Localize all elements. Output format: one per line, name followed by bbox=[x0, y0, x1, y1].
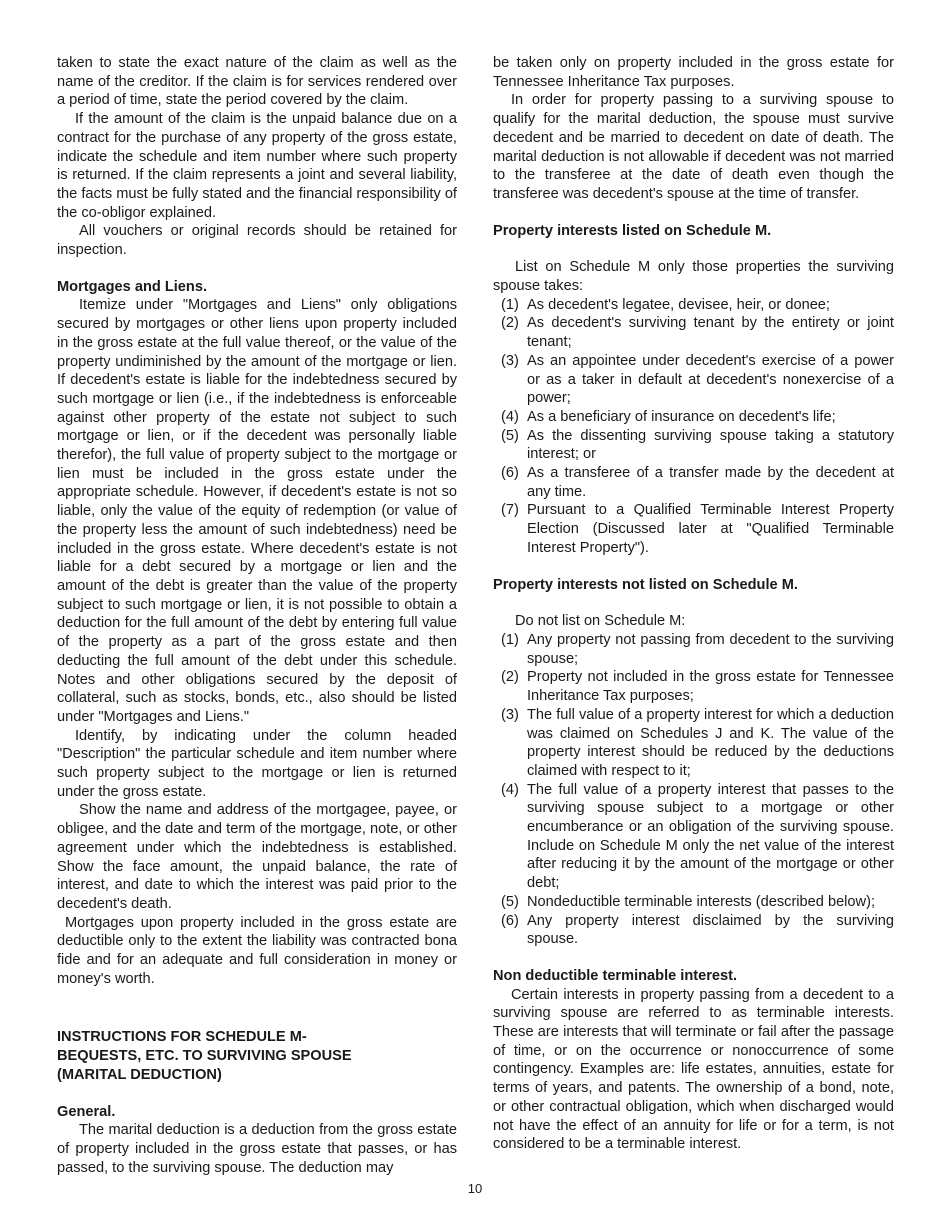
right-column bbox=[493, 54, 894, 1154]
listed-heading: Property interests listed on Schedule M. bbox=[493, 222, 772, 239]
instructions-heading-line-2: BEQUESTS, ETC. TO SURVIVING SPOUSE bbox=[57, 1048, 352, 1065]
mortgages-paragraph-3: Show the name and address of the mortgagee, payee, or obligee, and the date and term of the mortgage, note, or other agreement under which the indebtedness is established. Show the face amount, the unpaid balance, the rate of interest, and date to which the interest was paid prior to the decedent's death. bbox=[57, 802, 457, 912]
list-item: (2) As decedent's surviving tenant by the entirety or joint tenant; bbox=[501, 315, 894, 351]
nondeductible-heading: Non deductible terminable interest. bbox=[493, 967, 738, 984]
list-item: (5) As the dissenting surviving spouse taking a statutory interest; or bbox=[501, 427, 894, 463]
instructions-heading-line-3: (MARITAL DEDUCTION) bbox=[57, 1066, 222, 1083]
list-item: (6) As a transferee of a transfer made by the decedent at any time. bbox=[501, 465, 894, 500]
mortgages-paragraph-2: Identify, by indicating under the column headed "Description" the particular schedule and item number where such property subject to the mortgage or lien is returned under the gross estate. bbox=[57, 727, 457, 800]
inheritance-tax-paragraph: be taken only on property included in the gross estate for Tennessee Inheritance Tax purposes. bbox=[493, 55, 894, 90]
list-item: (1) Any property not passing from decedent to the surviving spouse; bbox=[501, 631, 894, 667]
nondeductible-paragraph: Certain interests in property passing from a decedent to a surviving spouse are referred to as terminable interests. These are interests that will terminate or fail after the passage of time, or on the occurrence or nonoccurrence of some contingency. Examples are: life estates, annuities, estate for terms of years, and patents. The ownership of a bond, note, or other contractual obligation, which when discharged would not have the effect of an annuity for life or for a term, is not considered to be a terminable interest. bbox=[493, 986, 894, 1153]
qualify-paragraph: In order for property passing to a surviving spouse to qualify for the marital deduction, the spouse must survive decedent and be married to decedent on date of death. The marital deduction is not allowable if decedent was not married to the transferee at the date of death even though the transferee was decedent's spouse at the time of transfer. bbox=[493, 92, 894, 202]
mortgages-paragraph-4: Mortgages upon property included in the gross estate are deductible only to the extent the liability was contracted bona fide and for an adequate and full consideration in money or money's worth. bbox=[57, 914, 457, 987]
mortgages-heading: Mortgages and Liens. bbox=[57, 278, 208, 295]
list-item: (3) The full value of a property interest for which a deduction was claimed on Schedules J and K. The value of the property interest should be reduced by the deductions claimed with respect to it; bbox=[501, 706, 894, 779]
vouchers-paragraph: All vouchers or original records should be retained for inspection. bbox=[57, 223, 457, 259]
left-column bbox=[57, 54, 457, 1177]
page-number: 10 bbox=[467, 1181, 483, 1196]
general-paragraph: The marital deduction is a deduction from the gross estate of property included in the gross estate that passes, or has passed, to the surviving spouse. The deduction may bbox=[57, 1122, 457, 1176]
listed-items-list bbox=[493, 296, 894, 558]
not-listed-items-list bbox=[493, 631, 894, 949]
list-item: (7) Pursuant to a Qualified Terminable Interest Property Election (Discussed later at "Qualified Terminable Interest Property"). bbox=[501, 502, 894, 556]
list-item: (3) As an appointee under decedent's exercise of a power or as a taker in default at decedent's nonexercise of a power; bbox=[501, 352, 894, 407]
instructions-heading-line-1: INSTRUCTIONS FOR SCHEDULE M- bbox=[57, 1029, 307, 1046]
listed-intro: List on Schedule M only those properties the surviving spouse takes: bbox=[493, 259, 894, 295]
list-item: (6) Any property interest disclaimed by the surviving spouse. bbox=[501, 912, 894, 948]
list-item: (4) The full value of a property interest that passes to the surviving spouse subject to a mortgage or other encumberance or an obligation of the surviving spouse. Include on Schedule M only the net value of the interest after reducing it by the amount of the mortgage or other debt; bbox=[501, 781, 894, 892]
list-item: (5) Nondeductible terminable interests (described below); bbox=[501, 893, 875, 910]
not-listed-intro: Do not list on Schedule M: bbox=[515, 613, 686, 630]
not-listed-heading: Property interests not listed on Schedule M. bbox=[493, 576, 798, 593]
mortgages-paragraph-1: Itemize under "Mortgages and Liens" only obligations secured by mortgages or other liens upon property included in the gross estate at the full value thereof, or the value of the property undiminished by the amount of the mortgage or lien. If decedent's estate is liable for the indebtedness secured by such mortgage or lien (i.e., if the indebtedness is enforceable against other property of the estate not subject to such mortgage or lien, or if the decedent was personally liable therefor), the full value of property subject to the mortgage or lien must be included in the gross estate under the appropriate schedule. However, if decedent's estate is not so liable, only the value of the equity of redemption (or value of the property less the amount of such indebtedness) need be included in the gross estate. Where decedent's estate is not liable for a debt secured by a mortgage or lien and the amount of the debt is greater than the value of the property subject to such mortgage or lien, it is not possible to obtain a deduction for the full amount of the debt by entering full value of the property as a part of the gross estate and then deducting the full amount of the debt under this schedule. Notes and other obligations secured by the deposit of collateral, such as stocks, bonds, etc., also should be listed under "Mortgages and Liens." bbox=[57, 297, 457, 725]
unpaid-balance-paragraph: If the amount of the claim is the unpaid balance due on a contract for the purchase of any property of the gross estate, indicate the schedule and item number where such property is returned. If the claim represents a joint and several liability, the facts must be fully stated and the financial responsibility of the co-obligor explained. bbox=[57, 111, 457, 221]
list-item: (2) Property not included in the gross estate for Tennessee Inheritance Tax purposes; bbox=[501, 669, 894, 705]
list-item: (1) As decedent's legatee, devisee, heir, or donee; bbox=[501, 296, 830, 313]
general-heading: General. bbox=[57, 1103, 116, 1120]
claim-paragraph: taken to state the exact nature of the claim as well as the name of the creditor. If the claim is for services rendered over a period of time, state the period covered by the claim. bbox=[57, 55, 457, 109]
schedule-m-instructions-heading bbox=[57, 1028, 457, 1084]
list-item: (4) As a beneficiary of insurance on decedent's life; bbox=[501, 408, 836, 425]
